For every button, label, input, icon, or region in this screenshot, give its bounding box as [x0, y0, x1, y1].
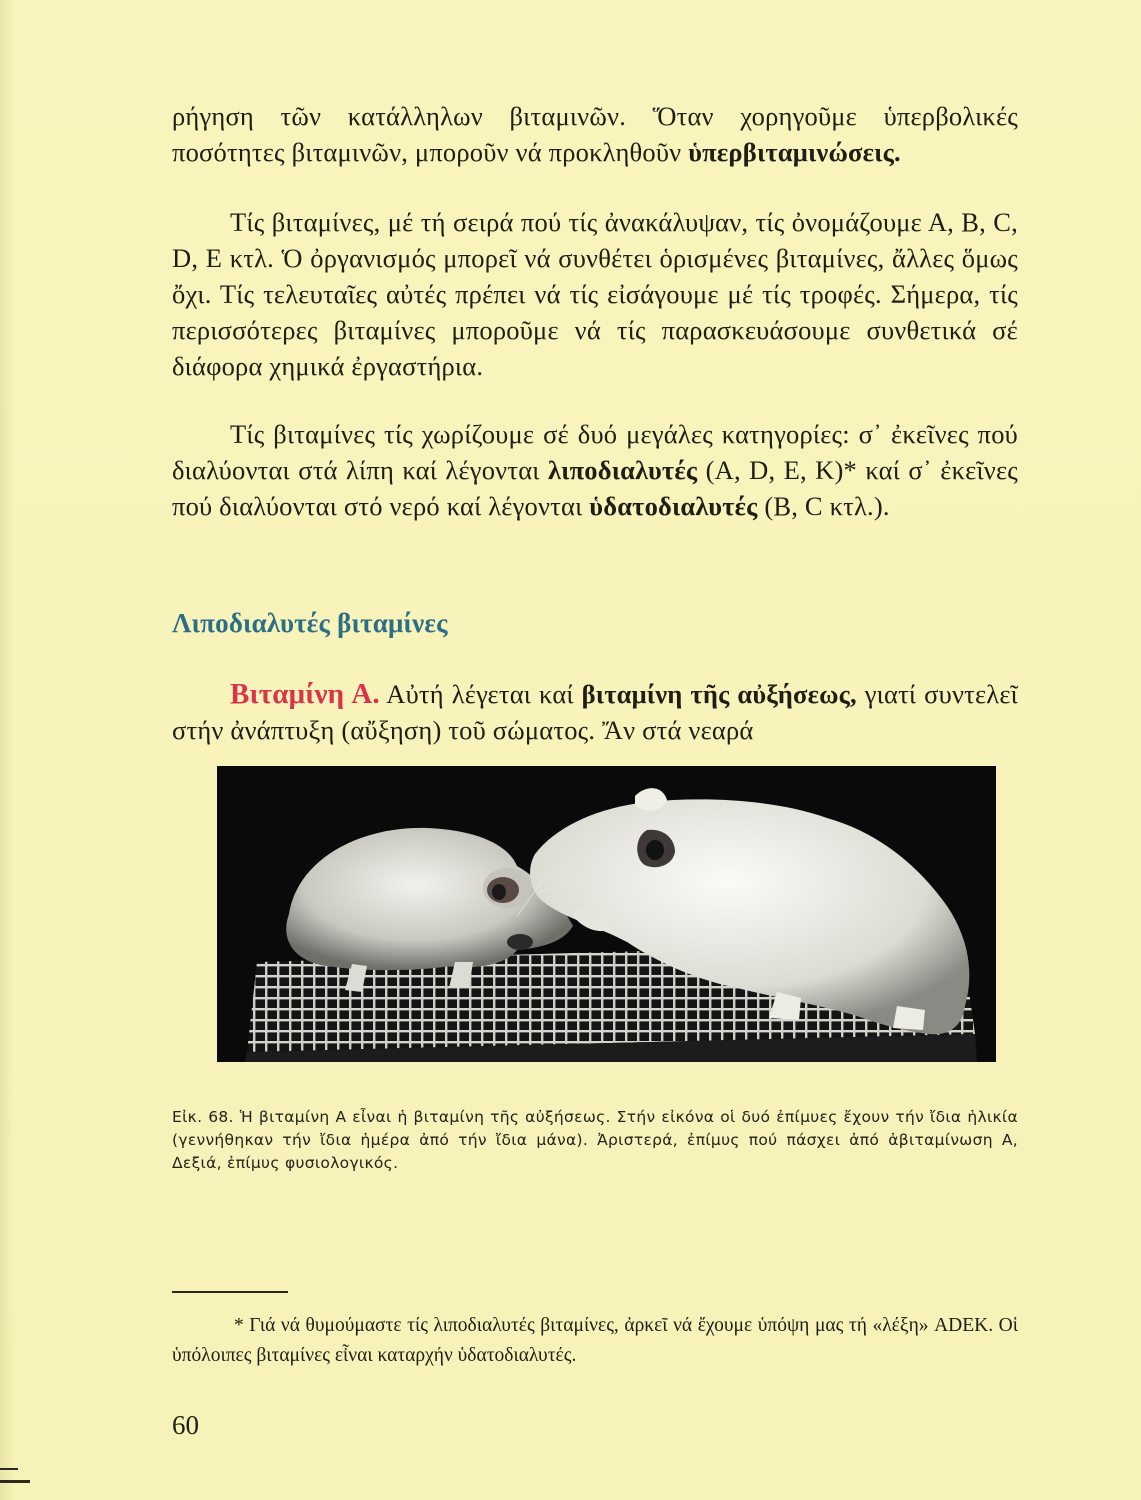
section-heading: Λιποδιαλυτές βιταμίνες	[172, 608, 448, 638]
term-fat-soluble: λιποδιαλυτές	[547, 455, 698, 485]
paragraph-naming	[172, 204, 1018, 384]
paragraph-vitamin-a	[172, 676, 1018, 748]
term-hypervitaminosis: ὑπερβιταμινώσεις.	[688, 137, 901, 167]
categories-text-3: (Β, C κτλ.).	[757, 491, 890, 521]
term-growth-vitamin: βιταμίνη τῆς αὐξήσεως,	[581, 679, 857, 709]
categories-text-2: (Α, D, Ε, Κ)* καί σ᾿ ἐκεῖνες πού διαλύονται στό νερό καί λέγονται	[172, 455, 1018, 521]
paragraph-intro	[172, 98, 1018, 170]
page-gutter-shadow	[0, 0, 14, 1500]
paragraph-naming-text: Τίς βιταμίνες, μέ τή σειρά πού τίς ἀνακάλυψαν, τίς ὀνομάζουμε Α, Β, C, D, Ε κτλ. Ὁ ὀργανισμός μπορεῖ νά συνθέτει ὁρισμένες βιταμίνες, ἄλλες ὅμως ὄχι. Τίς τελευταῖες αὐτές πρέπει νά τίς εἰσάγουμε μέ τίς τροφές. Σήμερα, τίς περισσότερες βιταμίνες μποροῦμε νά τίς παρασκευάσουμε συνθετικά σέ διάφορα χημικά ἐργαστήρια.	[172, 207, 1018, 381]
term-water-soluble: ὑδατοδιαλυτές	[589, 491, 758, 521]
figure-photo-rats	[217, 766, 996, 1062]
edge-mark	[0, 1468, 18, 1470]
page-number: 60	[172, 1410, 199, 1440]
vitamin-a-term: Βιταμίνη Α.	[230, 678, 380, 710]
footnote: * Γιά νά θυμούμαστε τίς λιποδιαλυτές βιταμίνες, ἀρκεῖ νά ἔχουμε ὑπόψη μας τή «λέξη» ADEK. Οἱ ὑπόλοιπες βιταμίνες εἶναι καταρχήν ὑδατοδιαλυτές.	[172, 1315, 1018, 1366]
edge-mark	[0, 1480, 30, 1483]
vitamin-a-text-2: γιατί συντελεῖ στήν ἀνάπτυξη (αὔξηση) τοῦ σώματος. Ἄν στά νεαρά	[172, 679, 1019, 745]
figure-caption: Εἰκ. 68. Ἡ βιταμίνη Α εἶναι ἡ βιταμίνη τῆς αὐξήσεως. Στήν εἰκόνα οἱ δυό ἐπίμυες ἔχουν τήν ἴδια ἡλικία (γεννήθηκαν τήν ἴδια ἡμέρα ἀπό τήν ἴδια μάνα). Ἀριστερά, ἐπίμυς πού πάσχει ἀπό ἀβιταμίνωση Α, Δεξιά, ἐπίμυς φυσιολογικός.	[172, 1108, 1018, 1172]
paragraph-categories	[172, 416, 1018, 524]
rats-photo-illustration	[217, 766, 996, 1062]
vitamin-a-text-1: Αὐτή λέγεται καί	[379, 679, 582, 709]
categories-text-1: Τίς βιταμίνες τίς χωρίζουμε σέ δυό μεγάλες κατηγορίες: σ᾿ ἐκεῖνες πού διαλύονται στά λίπη καί λέγονται	[172, 419, 1018, 485]
paragraph-intro-text: ρήγηση τῶν κατάλληλων βιταμινῶν. Ὅταν χορηγοῦμε ὑπερβολικές ποσότητες βιταμινῶν, μποροῦν νά προκληθοῦν	[172, 101, 1018, 167]
footnote-divider	[172, 1291, 288, 1293]
